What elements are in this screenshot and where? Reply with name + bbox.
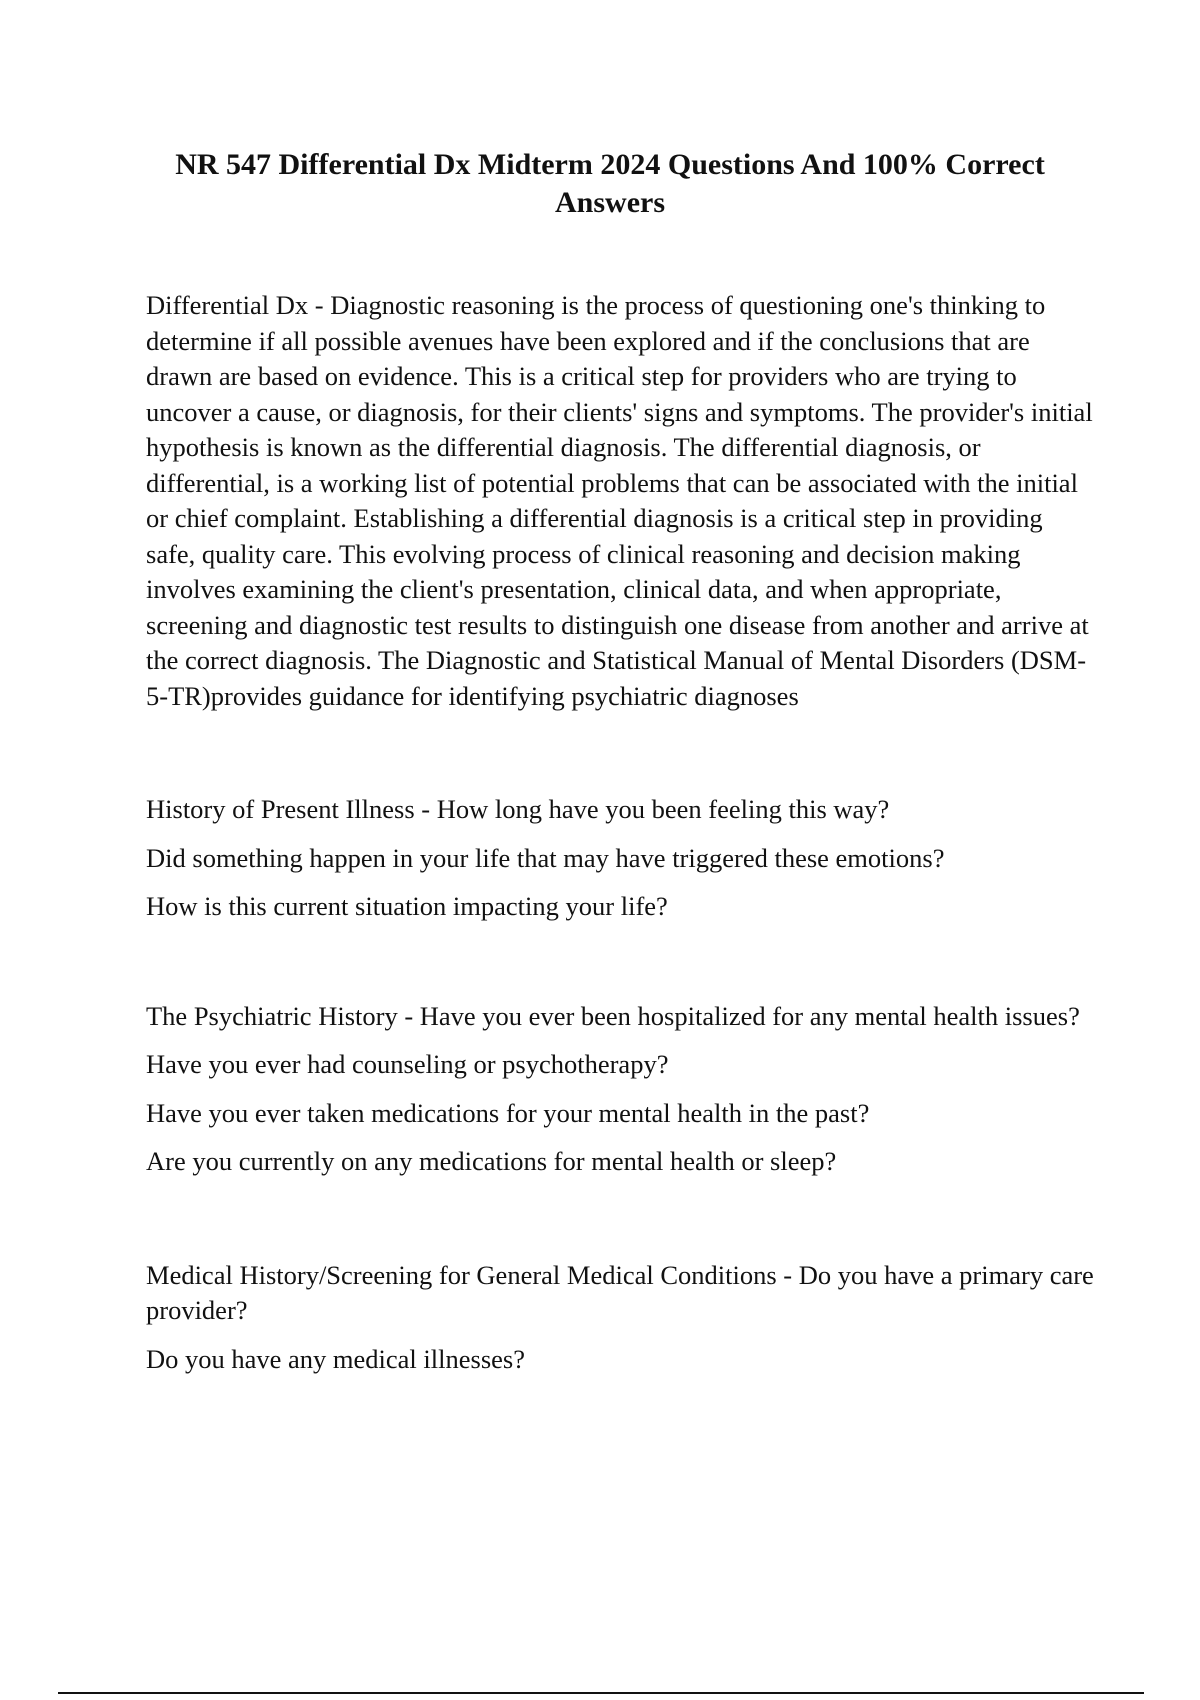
document-title: NR 547 Differential Dx Midterm 2024 Questions And 100% Correct Answers: [175, 148, 1045, 219]
medical-history-section: [146, 1258, 1096, 1378]
document-body: [146, 288, 1096, 1377]
differential-dx-paragraph: Differential Dx - Diagnostic reasoning is the process of questioning one's thinking to determine if all possible avenues have been explored and if the conclusions that are drawn are based on evidence. This is a critical step for providers who are trying to uncover a cause, or diagnosis, for their clients' signs and symptoms. The provider's initial hypothesis is known as the differential diagnosis. The differential diagnosis, or differential, is a working list of potential problems that can be associated with the initial or chief complaint. Establishing a differential diagnosis is a critical step in providing safe, quality care. This evolving process of clinical reasoning and decision making involves examining the client's presentation, clinical data, and when appropriate, screening and diagnostic test results to distinguish one disease from another and arrive at the correct diagnosis. The Diagnostic and Statistical Manual of Mental Disorders (DSM-5-TR)provides guidance for identifying psychiatric diagnoses: [146, 290, 1093, 711]
medical-question-2: Do you have any medical illnesses?: [146, 1343, 525, 1374]
psych-question-4: Are you currently on any medications for mental health or sleep?: [146, 1146, 837, 1176]
psych-question-1: The Psychiatric History - Have you ever been hospitalized for any mental health issues?: [146, 1000, 1080, 1031]
medical-question-1: Medical History/Screening for General Medical Conditions - Do you have a primary care provider?: [146, 1259, 1094, 1325]
history-present-illness-section: [146, 792, 1096, 925]
hpi-question-3: How is this current situation impacting your life?: [146, 891, 668, 921]
psych-question-2: Have you ever had counseling or psychotherapy?: [146, 1049, 669, 1079]
footer-divider: [58, 1692, 1144, 1694]
psychiatric-history-section: [146, 999, 1096, 1180]
psych-question-3: Have you ever taken medications for your mental health in the past?: [146, 1097, 870, 1128]
hpi-question-2: Did something happen in your life that may have triggered these emotions?: [146, 842, 945, 873]
hpi-question-1: History of Present Illness - How long have you been feeling this way?: [146, 794, 890, 824]
